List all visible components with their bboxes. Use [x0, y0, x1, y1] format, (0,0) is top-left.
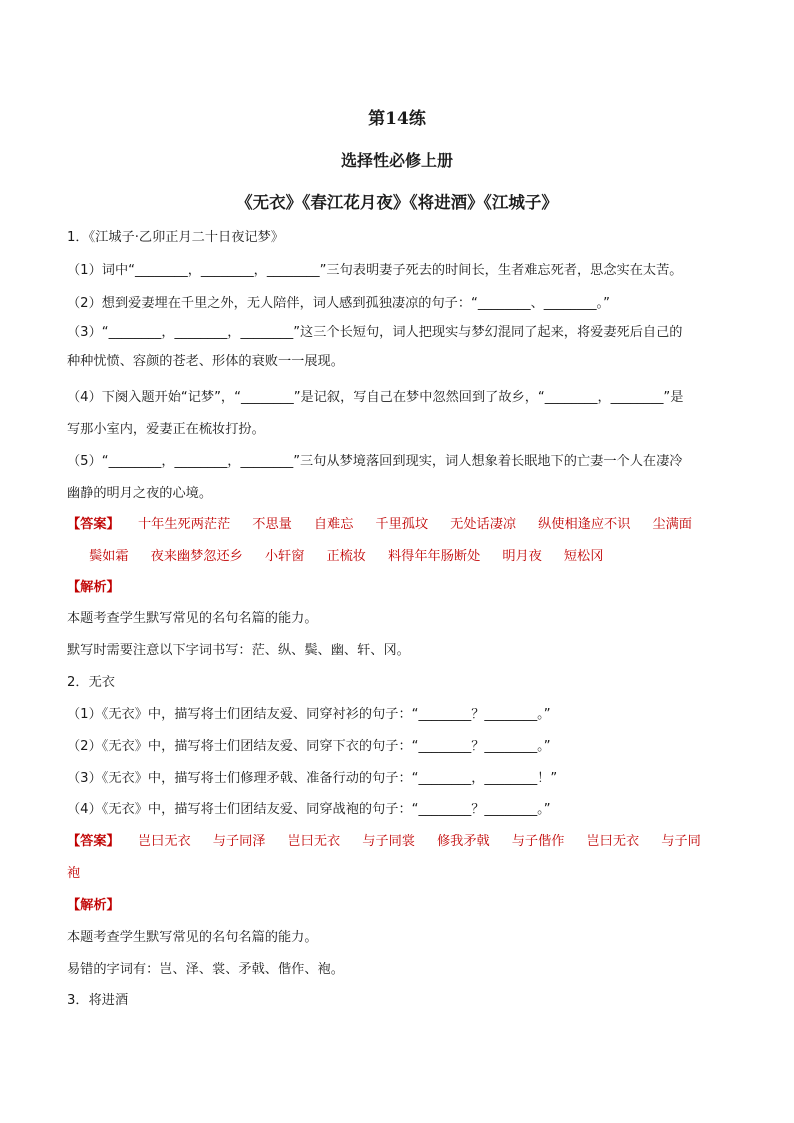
answer-label: 【答案】 — [67, 834, 120, 849]
q2-item-3: （3）《无衣》中，描写将士们修理矛戟、准备行动的句子：“________，________！” — [67, 771, 558, 786]
answer-item: 明月夜 — [502, 549, 542, 564]
q1-answers-1 — [138, 517, 714, 532]
q3-title: 3．将进酒 — [67, 993, 129, 1008]
answer-item: 自难忘 — [313, 517, 354, 532]
answer-item: 岂曰无衣 — [586, 834, 640, 849]
q2-analysis-1: 本题考查学生默写常见的名句名篇的能力。 — [67, 930, 318, 945]
volume-title: 选择性必修上册 — [340, 151, 453, 170]
q1-analysis-2: 默写时需要注意以下字词书写：茫、纵、鬓、幽、轩、冈。 — [67, 643, 410, 658]
q1-item-3-cont: 种种忧愤、容颜的苍老、形体的衰败一一展现。 — [67, 354, 344, 369]
q2-answers-1 — [138, 834, 723, 849]
q2-item-4: （4）《无衣》中，描写将士们团结友爱、同穿战袍的句子：“________？________。” — [67, 802, 551, 817]
answer-item: 纵使相逢应不识 — [538, 517, 631, 532]
answer-item: 鬓如霜 — [89, 549, 129, 564]
answer-item: 正梳妆 — [326, 549, 366, 564]
works-title: 《无衣》《春江花月夜》《将进酒》《江城子》 — [236, 193, 558, 212]
q1-item-2: （2）想到爱妻埋在千里之外，无人陪伴，词人感到孤独凄凉的句子：“________、________。” — [67, 296, 610, 311]
answer-item: 岂曰无衣 — [137, 834, 191, 849]
answer-item: 与子同泽 — [212, 834, 266, 849]
q1-item-1: （1）词中“________，________，________”三句表明妻子死去的时间长，生者难忘死者，思念实在太苦。 — [67, 263, 683, 278]
answer-item: 无处话凄凉 — [450, 517, 517, 532]
answer-item: 袍 — [67, 866, 81, 881]
q2-analysis-2: 易错的字词有：岂、泽、裳、矛戟、偕作、袍。 — [67, 962, 344, 977]
q2-title: 2．无衣 — [67, 675, 115, 690]
answer-label: 【答案】 — [67, 517, 120, 532]
q2-answer-row-2 — [67, 864, 727, 884]
q1-analysis-1: 本题考查学生默写常见的名句名篇的能力。 — [67, 611, 318, 626]
answer-item: 短松冈 — [563, 549, 604, 564]
answer-item: 与子同 — [661, 834, 701, 849]
answer-item: 不思量 — [252, 517, 292, 532]
answer-item: 修我矛戟 — [436, 834, 490, 849]
q2-analysis-label: 【解析】 — [67, 898, 120, 913]
q2-item-2: （2）《无衣》中，描写将士们团结友爱、同穿下衣的句子：“________？________。” — [67, 739, 551, 754]
answer-item: 夜来幽梦忽还乡 — [150, 549, 243, 564]
q1-item-3: （3）“________，________，________”这三个长短句，词人把现实与梦幻混同了起来，将爱妻死后自己的 — [67, 325, 683, 340]
q1-answer-row — [67, 515, 727, 535]
answer-item: 与子同裳 — [362, 834, 415, 849]
answer-item: 尘满面 — [652, 517, 692, 532]
q1-item-4-cont: 写那小室内，爱妻正在梳妆打扮。 — [67, 422, 265, 437]
answer-item: 岂曰无衣 — [287, 834, 341, 849]
answer-item: 十年生死两茫茫 — [137, 517, 231, 532]
q1-title: 1．《江城子·乙卯正月二十日夜记梦》 — [67, 230, 284, 245]
exercise-title: 第14练 — [368, 109, 426, 129]
answer-item: 小轩窗 — [264, 549, 305, 564]
q2-answer-row — [67, 832, 727, 852]
q1-analysis-label: 【解析】 — [67, 580, 120, 595]
q1-answer-row-2 — [89, 547, 749, 567]
q2-answers-2 — [67, 866, 102, 881]
answer-item: 料得年年肠断处 — [388, 549, 481, 564]
q1-answers-2 — [89, 549, 625, 564]
q1-item-4: （4）下阕入题开始“记梦”，“________”是记叙，写自己在梦中忽然回到了故乡，“________，________”是 — [67, 390, 684, 405]
q1-item-5-cont: 幽静的明月之夜的心境。 — [67, 486, 213, 501]
q1-item-5: （5）“________，________，________”三句从梦境落回到现实，词人想象着长眠地下的亡妻一个人在凄冷 — [67, 454, 683, 469]
q2-item-1: （1）《无衣》中，描写将士们团结友爱、同穿衬衫的句子：“________？________。” — [67, 707, 551, 722]
answer-item: 与子偕作 — [511, 834, 565, 849]
answer-item: 千里孤坟 — [375, 517, 429, 532]
